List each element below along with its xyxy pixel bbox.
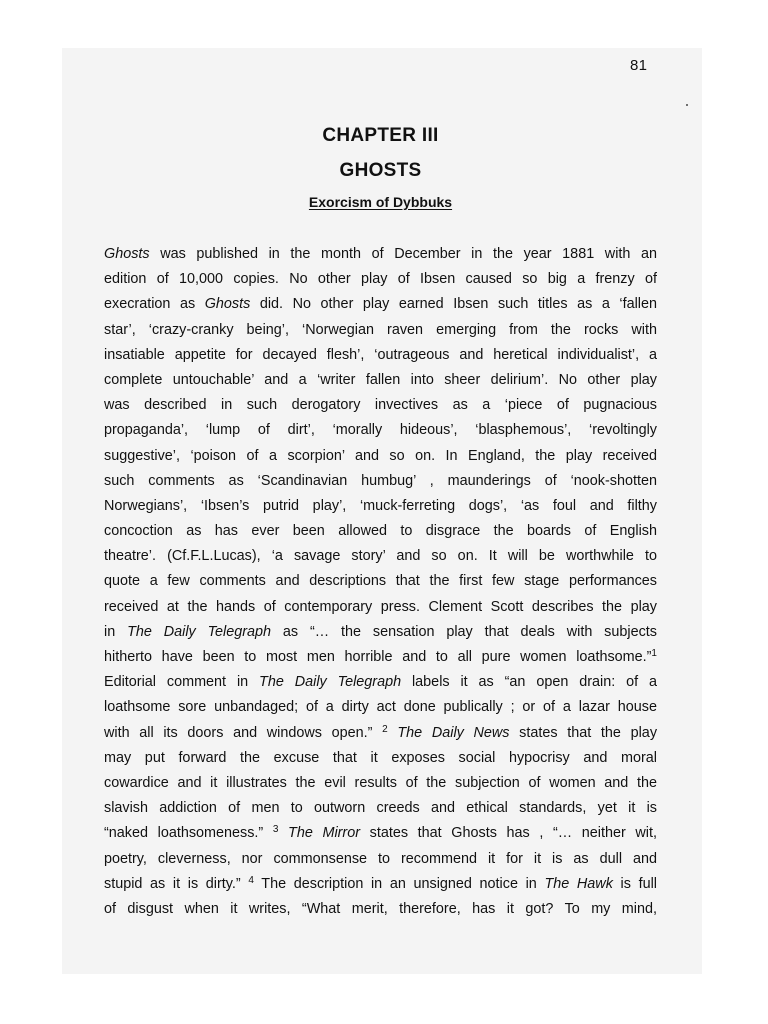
text-run: such comments as ‘Scandinavian humbug’ , maunderings of ‘nook-shotten	[104, 472, 657, 489]
text-run: as “… the sensation play that deals with subjects	[271, 623, 657, 640]
text-run: insatiable appetite for decayed flesh’, ‘outrageous and heretical individualist’, a	[104, 346, 657, 363]
text-line	[104, 695, 657, 720]
text-line	[104, 897, 657, 922]
text-line	[104, 670, 657, 695]
section-heading	[104, 194, 657, 210]
text-line	[104, 318, 657, 343]
text-run: states that Ghosts has , “… neither wit,	[360, 825, 657, 842]
text-run: propaganda’, ‘lump of dirt’, ‘morally hideous’, ‘blasphemous’, ‘revoltingly	[104, 422, 657, 439]
text-line	[104, 393, 657, 418]
text-run: execration as	[104, 296, 205, 313]
text-line	[104, 267, 657, 292]
page-number: 81	[630, 57, 648, 74]
footnote-marker: 1	[651, 648, 657, 659]
text-line	[104, 494, 657, 519]
italic-title: The Mirror	[288, 825, 361, 842]
text-line	[104, 242, 657, 267]
text-line	[104, 519, 657, 544]
text-run: poetry, cleverness, nor commonsense to recommend it for it is as dull and	[104, 850, 657, 867]
text-line	[104, 444, 657, 469]
text-run: Editorial comment in	[104, 674, 260, 691]
chapter-heading: CHAPTER III	[322, 125, 439, 146]
text-line	[104, 721, 657, 746]
italic-title: Ghosts	[204, 296, 251, 313]
text-run: star’, ‘crazy-cranky being’, ‘Norwegian raven emerging from the rocks with	[104, 321, 657, 338]
text-run: in	[104, 623, 128, 640]
text-line	[104, 292, 657, 317]
text-run: concoction as has ever been allowed to disgrace the boards of English	[104, 523, 657, 540]
text-line	[104, 469, 657, 494]
text-run	[278, 825, 288, 841]
text-run: quote a few comments and descriptions that the first few stage performances	[104, 573, 657, 590]
italic-title: The Hawk	[544, 875, 613, 892]
text-run: was published in the month of December in the year 1881 with an	[149, 246, 657, 262]
text-line	[104, 796, 657, 821]
text-run: hitherto have been to most men horrible and to all pure women loathsome.”	[104, 649, 652, 665]
text-run: suggestive’, ‘poison of a scorpion’ and so on. In England, the play received	[104, 447, 657, 464]
text-run: labels it as “an open drain: of a	[401, 674, 657, 691]
text-line	[104, 746, 657, 771]
chapter-title: GHOSTS	[339, 160, 422, 181]
text-line	[104, 645, 657, 670]
text-line	[104, 620, 657, 645]
text-run: of disgust when it writes, “What merit, therefore, has it got? To my mind,	[104, 900, 657, 917]
text-run: did. No other play earned Ibsen such titles as a ‘fallen	[250, 296, 657, 313]
text-run: may put forward the excuse that it exposes social hypocrisy and moral	[104, 749, 657, 766]
text-run: The description in an unsigned notice in	[253, 875, 545, 892]
text-line	[104, 847, 657, 872]
footnote-marker: 4	[248, 874, 254, 886]
text-run: complete untouchable’ and a ‘writer fallen into sheer delirium’. No other play	[104, 371, 657, 388]
text-line	[104, 569, 657, 594]
text-run: was described in such derogatory invectives as a ‘piece of pugnacious	[104, 397, 657, 414]
text-run	[388, 725, 398, 741]
text-line	[104, 544, 657, 569]
footnote-marker: 2	[382, 723, 388, 735]
text-run: loathsome sore unbandaged; of a dirty act done publically ; or of a lazar house	[104, 699, 657, 716]
italic-title: The Daily Telegraph	[259, 674, 402, 691]
text-line	[104, 821, 657, 846]
text-line	[104, 343, 657, 368]
italic-title: The Daily Telegraph	[127, 623, 272, 640]
text-run: is full	[612, 875, 657, 892]
text-run: theatre’. (Cf.F.L.Lucas), ‘a savage story’ and so on. It will be worthwhile to	[104, 548, 657, 565]
text-run: received at the hands of contemporary press. Clement Scott describes the play	[104, 598, 657, 615]
text-line	[104, 595, 657, 620]
text-run: states that the play	[509, 724, 657, 741]
italic-title: The Daily News	[397, 724, 510, 741]
text-run: edition of 10,000 copies. No other play of Ibsen caused so big a frenzy of	[104, 271, 657, 288]
italic-title: Ghosts	[104, 246, 150, 262]
footnote-marker: 3	[272, 824, 279, 836]
text-run: Norwegians’, ‘Ibsen’s putrid play’, ‘muck-ferreting dogs’, ‘as foul and filthy	[104, 497, 657, 514]
text-run: with all its doors and windows open.”	[104, 724, 383, 741]
text-run: stupid as it is dirty.”	[104, 875, 249, 892]
scan-speck	[686, 104, 688, 106]
text-line	[104, 418, 657, 443]
text-line	[104, 872, 657, 897]
text-run: “naked loathsomeness.”	[104, 825, 273, 842]
text-run: slavish addiction of men to outworn creeds and ethical standards, yet it is	[104, 800, 657, 817]
text-line	[104, 771, 657, 796]
body-paragraph	[104, 242, 657, 922]
text-run: cowardice and it illustrates the evil results of the subjection of women and the	[104, 774, 657, 791]
section-heading-text: Exorcism of Dybbuks	[308, 194, 453, 210]
text-line	[104, 368, 657, 393]
